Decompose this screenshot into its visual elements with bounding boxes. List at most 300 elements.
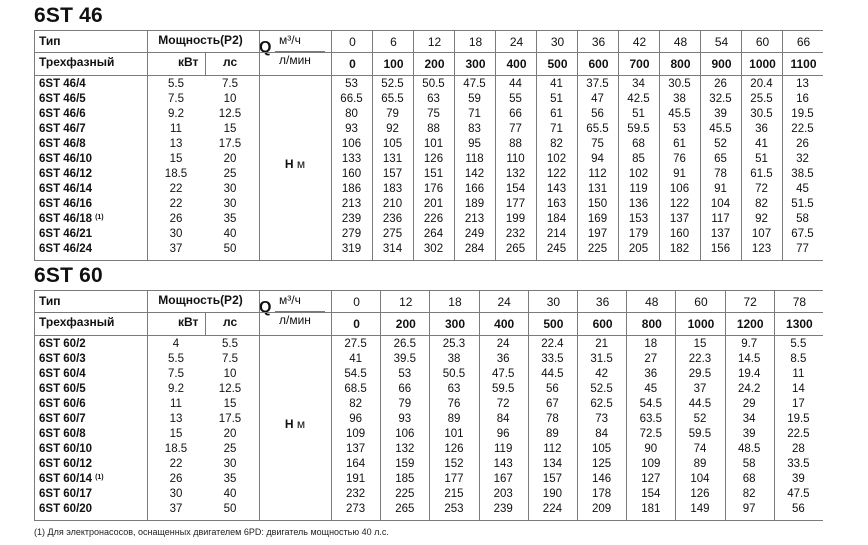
pump-model xyxy=(39,442,92,457)
head-value: 34 xyxy=(742,413,756,425)
flow-m3h-value: 36 xyxy=(595,295,610,309)
head-value: 59.5 xyxy=(491,383,515,395)
head-value: 29 xyxy=(742,398,756,410)
head-value: 205 xyxy=(628,243,649,255)
head-value: 33.5 xyxy=(541,353,564,365)
flow-column xyxy=(495,31,537,75)
flow-column xyxy=(413,31,455,75)
head-value: 137 xyxy=(346,443,366,455)
flow-m3h-value: 0 xyxy=(349,35,356,49)
flow-column xyxy=(577,31,619,75)
power-hp: 10 xyxy=(223,368,237,380)
head-value: 117 xyxy=(711,213,730,225)
flow-m3h-value: 18 xyxy=(468,35,483,49)
head-value: 133 xyxy=(341,153,362,165)
pump-model xyxy=(39,382,86,397)
head-value: 19.4 xyxy=(737,368,761,380)
head-value: 225 xyxy=(587,243,608,255)
head-value: 314 xyxy=(382,243,403,255)
head-value: 105 xyxy=(382,138,403,150)
power-kw: 11 xyxy=(170,398,182,410)
column-divider xyxy=(205,312,206,335)
head-value: 51 xyxy=(550,93,563,105)
pump-model xyxy=(39,397,86,412)
head-value: 84 xyxy=(595,428,608,440)
head-value: 34 xyxy=(632,78,645,90)
head-value: 89 xyxy=(447,413,461,425)
head-value: 19.5 xyxy=(787,413,810,425)
power-hp: 10 xyxy=(223,93,237,105)
head-value: 66.5 xyxy=(340,93,363,105)
head-value: 68 xyxy=(632,138,645,150)
pump-model-name: 6ST 46/8 xyxy=(39,138,86,150)
head-value: 52 xyxy=(714,138,727,150)
head-value: 122 xyxy=(546,168,567,180)
flow-lmin-value: 400 xyxy=(494,317,515,331)
head-value: 52.5 xyxy=(381,78,404,90)
head-value: 5.5 xyxy=(790,338,807,350)
flow-column xyxy=(774,291,824,335)
head-value: 189 xyxy=(464,198,485,210)
header-sub-line xyxy=(35,312,331,313)
head-value: 157 xyxy=(542,473,562,485)
flow-lmin-value: 500 xyxy=(543,317,564,331)
head-value: 72.5 xyxy=(639,428,662,440)
head-value: 215 xyxy=(444,488,464,500)
head-value: 61 xyxy=(673,138,686,150)
flow-lmin-value: 700 xyxy=(629,57,650,71)
power-kw: 11 xyxy=(170,123,182,135)
head-value: 22.3 xyxy=(688,353,712,365)
flow-lmin-value: 200 xyxy=(395,317,416,331)
power-label: Мощность(P2) xyxy=(158,33,243,47)
flow-m3h-value: 12 xyxy=(399,295,413,309)
table-row xyxy=(35,212,823,227)
flow-column xyxy=(675,291,725,335)
power-label: Мощность(P2) xyxy=(158,293,243,307)
head-h-letter: H xyxy=(284,417,294,431)
head-value: 52.5 xyxy=(590,383,613,395)
flow-column xyxy=(331,291,381,335)
head-value: 58 xyxy=(796,213,809,225)
type-label: Тип xyxy=(39,34,61,48)
footnote-marker: (1) xyxy=(95,214,104,221)
flow-m3h-value: 48 xyxy=(673,35,688,49)
kw-label: кВт xyxy=(178,55,199,69)
head-value: 47.5 xyxy=(787,488,810,500)
head-value: 186 xyxy=(341,183,362,195)
table-row xyxy=(35,227,823,242)
pump-model xyxy=(39,77,86,92)
head-value: 179 xyxy=(628,228,649,240)
pump-model xyxy=(39,502,92,517)
head-value: 62.5 xyxy=(590,398,613,410)
head-value: 59.5 xyxy=(688,428,712,440)
head-value: 25.5 xyxy=(750,93,773,105)
hp-label: лс xyxy=(223,55,238,69)
flow-column xyxy=(741,31,783,75)
flow-m3h-value: 36 xyxy=(591,35,606,49)
head-value: 236 xyxy=(382,213,403,225)
head-value: 151 xyxy=(423,168,444,180)
power-hp: 15 xyxy=(223,398,237,410)
head-value: 65.5 xyxy=(586,123,609,135)
power-hp: 40 xyxy=(223,488,237,500)
head-value: 41 xyxy=(550,78,563,90)
head-value: 265 xyxy=(395,503,415,515)
kw-label: кВт xyxy=(178,315,199,329)
power-kw: 5.5 xyxy=(168,353,184,365)
head-value: 107 xyxy=(751,228,772,240)
head-value: 131 xyxy=(382,153,403,165)
head-value: 54.5 xyxy=(639,398,662,410)
power-kw: 26 xyxy=(169,473,183,485)
flow-column xyxy=(626,291,676,335)
head-value: 126 xyxy=(444,443,464,455)
flow-m3h-value: 30 xyxy=(550,35,565,49)
flow-lmin-value: 1000 xyxy=(687,317,715,331)
pump-model xyxy=(39,167,92,182)
flow-m3h-value: 54 xyxy=(714,35,729,49)
power-kw: 4 xyxy=(172,338,180,350)
head-value: 177 xyxy=(444,473,464,485)
head-value: 185 xyxy=(395,473,415,485)
head-value: 59 xyxy=(468,93,481,105)
pump-model xyxy=(39,137,86,152)
power-kw: 9.2 xyxy=(168,108,184,120)
power-kw: 13 xyxy=(169,413,183,425)
hp-label: лс xyxy=(223,315,238,329)
performance-table-6st60 xyxy=(34,290,823,521)
flow-column xyxy=(331,31,373,75)
flow-lmin-value: 400 xyxy=(506,57,527,71)
head-value: 56 xyxy=(591,108,604,120)
head-value: 119 xyxy=(494,443,513,455)
flow-column xyxy=(479,291,529,335)
head-value: 39 xyxy=(791,473,805,485)
table-title-6st46: 6ST 46 xyxy=(34,4,103,27)
head-value: 160 xyxy=(669,228,690,240)
power-kw: 5.5 xyxy=(168,78,184,90)
head-value: 42.5 xyxy=(627,93,650,105)
head-value: 181 xyxy=(641,503,661,515)
head-value: 71 xyxy=(468,108,481,120)
head-value: 104 xyxy=(710,198,731,210)
head-value: 50.5 xyxy=(422,78,445,90)
head-value: 210 xyxy=(382,198,403,210)
head-value: 224 xyxy=(542,503,562,515)
flow-column xyxy=(782,31,824,75)
flow-lmin-value: 300 xyxy=(444,317,465,331)
head-value: 68 xyxy=(742,473,756,485)
flow-m3h-value: 0 xyxy=(353,295,360,309)
head-value: 94 xyxy=(591,153,604,165)
pump-model xyxy=(39,427,86,442)
head-value: 59.5 xyxy=(627,123,650,135)
head-value: 63 xyxy=(447,383,461,395)
head-value: 51 xyxy=(755,153,768,165)
table-header xyxy=(35,31,823,75)
pump-model-name: 6ST 60/7 xyxy=(39,413,86,425)
head-value: 275 xyxy=(382,228,403,240)
head-value: 232 xyxy=(346,488,366,500)
header-sub-line xyxy=(35,52,331,53)
flow-lmin-value: 800 xyxy=(641,317,662,331)
power-kw: 7.5 xyxy=(168,93,184,105)
head-value: 55 xyxy=(509,93,522,105)
head-value: 182 xyxy=(669,243,690,255)
head-value: 91 xyxy=(673,168,686,180)
head-value: 37 xyxy=(693,383,707,395)
power-hp: 25 xyxy=(223,168,237,180)
power-kw: 13 xyxy=(169,138,183,150)
table-row xyxy=(35,487,823,502)
threephase-label: Трехфазный xyxy=(39,55,115,69)
head-value: 225 xyxy=(395,488,415,500)
pump-model xyxy=(39,487,92,502)
head-value: 154 xyxy=(641,488,661,500)
power-kw: 37 xyxy=(169,503,183,515)
head-value: 75 xyxy=(591,138,604,150)
pump-model-name: 6ST 46/4 xyxy=(39,78,86,90)
head-value: 41 xyxy=(755,138,768,150)
head-value: 106 xyxy=(341,138,362,150)
head-value: 156 xyxy=(710,243,731,255)
head-value: 33.5 xyxy=(787,458,810,470)
head-value: 92 xyxy=(755,213,768,225)
header-bottom-line xyxy=(35,75,823,76)
head-value: 36 xyxy=(755,123,768,135)
pump-model xyxy=(39,367,86,382)
head-value: 28 xyxy=(791,443,805,455)
head-value: 88 xyxy=(509,138,522,150)
head-value: 42 xyxy=(595,368,608,380)
head-value: 82 xyxy=(349,398,362,410)
power-kw: 18.5 xyxy=(164,443,188,455)
head-value: 32 xyxy=(796,153,809,165)
head-value: 264 xyxy=(423,228,444,240)
flow-lmin-value: 1200 xyxy=(736,317,764,331)
head-value: 142 xyxy=(464,168,485,180)
pump-model-name: 6ST 46/14 xyxy=(39,183,93,195)
unit-m3h-label: м³/ч xyxy=(279,293,301,307)
head-value: 226 xyxy=(423,213,444,225)
flow-m3h-value: 24 xyxy=(509,35,524,49)
table-row xyxy=(35,352,823,367)
head-value: 26.5 xyxy=(393,338,416,350)
head-value: 166 xyxy=(464,183,485,195)
head-value: 66 xyxy=(398,383,412,395)
head-value: 177 xyxy=(505,198,526,210)
head-value: 78 xyxy=(545,413,559,425)
head-value: 14.5 xyxy=(737,353,761,365)
head-value: 79 xyxy=(398,398,412,410)
power-hp: 20 xyxy=(223,153,237,165)
head-value: 36 xyxy=(496,353,510,365)
head-value: 249 xyxy=(464,228,485,240)
head-value: 164 xyxy=(346,458,366,470)
head-value: 63 xyxy=(427,93,440,105)
flow-m3h-value: 60 xyxy=(694,295,708,309)
pump-model-name: 6ST 46/24 xyxy=(39,243,93,255)
head-value: 176 xyxy=(423,183,444,195)
head-value: 72 xyxy=(496,398,510,410)
power-kw: 37 xyxy=(169,243,183,255)
head-value: 53 xyxy=(398,368,412,380)
flow-m3h-value: 66 xyxy=(796,35,811,49)
power-kw: 9.2 xyxy=(168,383,184,395)
table-row xyxy=(35,382,823,397)
head-value: 93 xyxy=(345,123,358,135)
head-value: 122 xyxy=(669,198,690,210)
pump-model xyxy=(39,92,86,107)
flow-column xyxy=(454,31,496,75)
type-label: Тип xyxy=(39,294,61,308)
flow-m3h-value: 18 xyxy=(448,295,462,309)
head-value: 67.5 xyxy=(791,228,814,240)
power-kw: 7.5 xyxy=(168,368,184,380)
head-value: 265 xyxy=(505,243,526,255)
head-value: 74 xyxy=(693,443,707,455)
table-row xyxy=(35,152,823,167)
table-row xyxy=(35,427,823,442)
footnote: (1) Для электронасосов, оснащенных двигателем 6PD: двигатель мощностью 40 л.с. xyxy=(34,527,389,537)
flow-columns xyxy=(331,31,823,75)
head-value: 17 xyxy=(791,398,805,410)
head-value: 127 xyxy=(641,473,661,485)
power-kw: 22 xyxy=(169,198,183,210)
table-row xyxy=(35,367,823,382)
head-value: 13 xyxy=(796,78,809,90)
pump-model xyxy=(39,212,104,227)
flow-lmin-value: 100 xyxy=(383,57,404,71)
head-value: 88 xyxy=(427,123,440,135)
head-value: 85 xyxy=(632,153,645,165)
head-value: 159 xyxy=(395,458,415,470)
head-value: 18 xyxy=(644,338,658,350)
head-value: 77 xyxy=(796,243,809,255)
power-hp: 30 xyxy=(223,458,237,470)
pump-model-name: 6ST 60/4 xyxy=(39,368,86,380)
head-value: 253 xyxy=(444,503,464,515)
pump-model xyxy=(39,412,86,427)
column-divider xyxy=(205,52,206,75)
flow-lmin-value: 0 xyxy=(349,57,356,71)
head-value: 75 xyxy=(427,108,440,120)
head-value: 154 xyxy=(505,183,526,195)
flow-column xyxy=(380,291,430,335)
head-value: 26 xyxy=(796,138,809,150)
table-title-6st60: 6ST 60 xyxy=(34,264,103,287)
head-value: 79 xyxy=(386,108,399,120)
head-value: 213 xyxy=(464,213,485,225)
head-value: 102 xyxy=(546,153,567,165)
head-value: 213 xyxy=(341,198,362,210)
head-value: 56 xyxy=(545,383,559,395)
pump-model xyxy=(39,472,104,487)
head-value: 123 xyxy=(751,243,772,255)
head-value: 102 xyxy=(628,168,649,180)
table-row xyxy=(35,107,823,122)
head-value: 178 xyxy=(592,488,612,500)
head-value: 84 xyxy=(496,413,510,425)
flow-m3h-value: 48 xyxy=(645,295,659,309)
pump-model-name: 6ST 60/17 xyxy=(39,488,93,500)
power-hp: 17.5 xyxy=(218,413,242,425)
unit-lmin-label: л/мин xyxy=(279,53,311,67)
head-value: 302 xyxy=(423,243,444,255)
head-value: 44 xyxy=(509,78,522,90)
head-value: 106 xyxy=(669,183,690,195)
table-row xyxy=(35,397,823,412)
flow-lmin-value: 600 xyxy=(588,57,609,71)
flow-column xyxy=(618,31,660,75)
head-value: 143 xyxy=(546,183,567,195)
table-row xyxy=(35,412,823,427)
power-hp: 50 xyxy=(223,503,237,515)
flow-m3h-value: 24 xyxy=(497,295,511,309)
flow-columns xyxy=(331,291,823,335)
power-kw: 18.5 xyxy=(164,168,188,180)
flow-column xyxy=(577,291,627,335)
head-value: 80 xyxy=(345,108,358,120)
pump-model xyxy=(39,152,92,167)
head-value: 53 xyxy=(673,123,686,135)
head-value: 97 xyxy=(742,503,756,515)
head-value: 38.5 xyxy=(791,168,814,180)
head-value: 109 xyxy=(641,458,661,470)
pump-model xyxy=(39,107,86,122)
pump-model xyxy=(39,227,92,242)
flow-m3h-value: 6 xyxy=(390,35,397,49)
head-value: 67 xyxy=(545,398,559,410)
head-value: 76 xyxy=(447,398,461,410)
table-row xyxy=(35,182,823,197)
flow-column xyxy=(372,31,414,75)
pump-model xyxy=(39,242,92,257)
head-value: 149 xyxy=(690,503,710,515)
head-value: 63.5 xyxy=(639,413,662,425)
performance-table-6st46 xyxy=(34,30,823,261)
pump-model-name: 6ST 46/21 xyxy=(39,228,93,240)
flow-column xyxy=(725,291,775,335)
head-value: 82 xyxy=(550,138,563,150)
flow-m3h-value: 60 xyxy=(755,35,770,49)
head-value: 48.5 xyxy=(737,443,761,455)
head-value: 183 xyxy=(382,183,403,195)
head-value: 32.5 xyxy=(709,93,732,105)
head-value: 93 xyxy=(398,413,412,425)
head-value: 27.5 xyxy=(344,338,367,350)
head-m-unit: м xyxy=(296,417,306,431)
power-hp: 50 xyxy=(223,243,237,255)
head-value: 82 xyxy=(742,488,756,500)
pump-model-name: 6ST 60/5 xyxy=(39,383,86,395)
head-value: 30.5 xyxy=(750,108,773,120)
flow-q-label: Q xyxy=(259,299,272,316)
power-kw: 22 xyxy=(169,183,183,195)
unit-m3h-label: м³/ч xyxy=(279,33,301,47)
head-value: 96 xyxy=(349,413,362,425)
head-value: 167 xyxy=(493,473,513,485)
head-value: 109 xyxy=(346,428,366,440)
head-value: 132 xyxy=(505,168,526,180)
head-value: 72 xyxy=(755,183,768,195)
head-value: 44.5 xyxy=(688,398,712,410)
head-value: 37.5 xyxy=(586,78,609,90)
head-value: 101 xyxy=(444,428,464,440)
flow-m3h-value: 42 xyxy=(632,35,647,49)
